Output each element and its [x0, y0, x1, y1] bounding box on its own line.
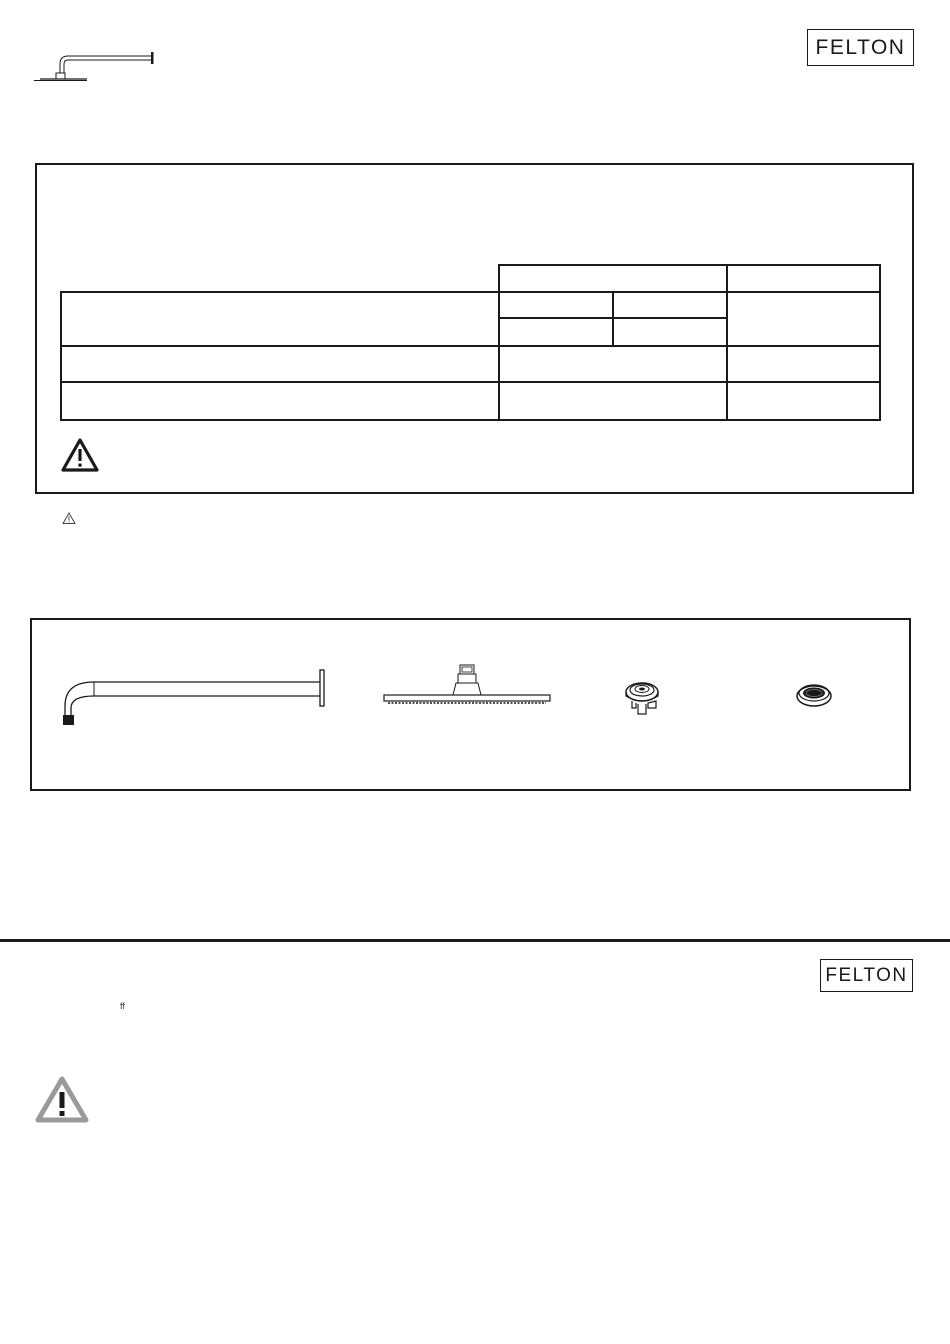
warning-triangle-icon	[60, 437, 100, 474]
filter-washer-icon	[794, 680, 834, 710]
section-divider	[0, 939, 950, 942]
warning-triangle-icon	[34, 1074, 90, 1126]
product-thumbnail-icon	[30, 48, 160, 84]
brand-logo-footer: FELTON	[820, 959, 913, 992]
flow-restrictor-icon	[622, 674, 666, 722]
specification-table	[60, 264, 882, 424]
warning-note-icon	[62, 512, 76, 525]
ligature-text: ff	[120, 1001, 125, 1011]
shower-head-icon	[382, 662, 552, 708]
brand-logo: FELTON	[807, 29, 914, 66]
shower-arm-icon	[58, 668, 328, 728]
